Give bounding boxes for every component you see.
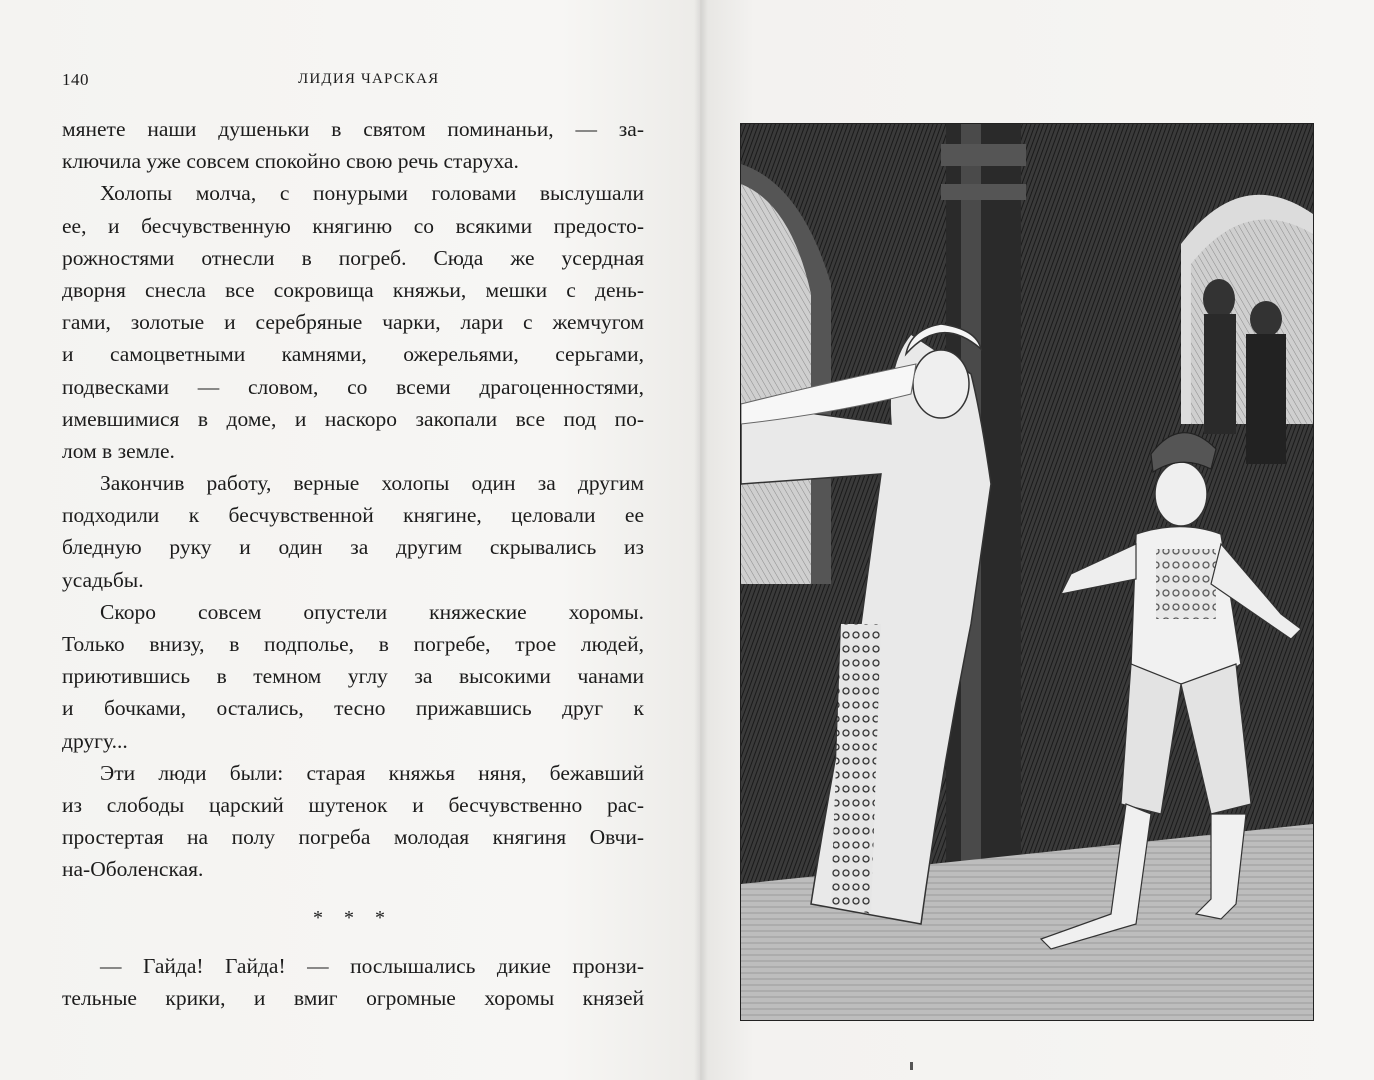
page-number: 140 (62, 70, 89, 89)
text-line: на-Оболенская. (62, 857, 204, 882)
section-separator: * * * (313, 906, 393, 929)
text-line: приютившись в темном углу за высокими чанами (62, 664, 644, 689)
book-author: ЛИДИЯ ЧАРСКАЯ (298, 71, 440, 87)
text-lines-before (62, 113, 644, 886)
text-line: усадьбы. (62, 567, 144, 592)
text-line: подходили к бесчувственной княгине, целовали ее (62, 503, 644, 528)
text-line: дворня снесла все сокровища княжьи, мешки с день- (62, 277, 644, 302)
text-line: тельные крики, и вмиг огромные хоромы князей (62, 985, 644, 1010)
text-line: рожностями отнесли в погреб. Сюда же усердная (62, 245, 644, 270)
text-line: Эти люди были: старая княжья няня, бежавший (100, 760, 644, 785)
text-lines-after (62, 950, 644, 1014)
text-line: и самоцветными камнями, ожерельями, серьгами, (62, 342, 644, 367)
text-line: Закончив работу, верные холопы один за другим (100, 471, 644, 496)
text-line: Холопы молча, с понурыми головами выслушали (100, 181, 644, 206)
text-line: другу... (62, 728, 128, 753)
text-line: и бочками, остались, тесно прижавшись друг к (62, 696, 644, 721)
text-line: имевшимися в доме, и наскоро закопали все под по- (62, 406, 644, 431)
text-line: простертая на полу погреба молодая княгиня Овчи- (62, 825, 644, 850)
text-line: подвесками — словом, со всеми драгоценностями, (62, 374, 644, 399)
body-text (62, 113, 644, 1014)
text-line: ее, и бесчувственную княгиню со всякими предосто- (62, 213, 644, 238)
text-line: лом в земле. (62, 438, 175, 463)
engraving-illustration-icon (740, 123, 1314, 1021)
text-line: — Гайда! Гайда! — послышались дикие пронзи- (100, 953, 644, 978)
text-line: бледную руку и один за другим скрывались из (62, 535, 644, 560)
page-mark (910, 1062, 913, 1070)
text-line: мянете наши душеньки в святом поминаньи, — за- (62, 117, 644, 141)
text-line: Скоро совсем опустели княжеские хоромы. (100, 599, 644, 624)
book-gutter (694, 0, 708, 1080)
text-line: ключила уже совсем спокойно свою речь старуха. (62, 149, 519, 174)
text-line: из слободы царский шутенок и бесчувственно рас- (62, 792, 644, 817)
text-line: гами, золотые и серебряные чарки, лари с жемчугом (62, 310, 644, 335)
text-line: Только внизу, в подполье, в погребе, трое людей, (62, 632, 644, 656)
running-head (62, 70, 642, 94)
